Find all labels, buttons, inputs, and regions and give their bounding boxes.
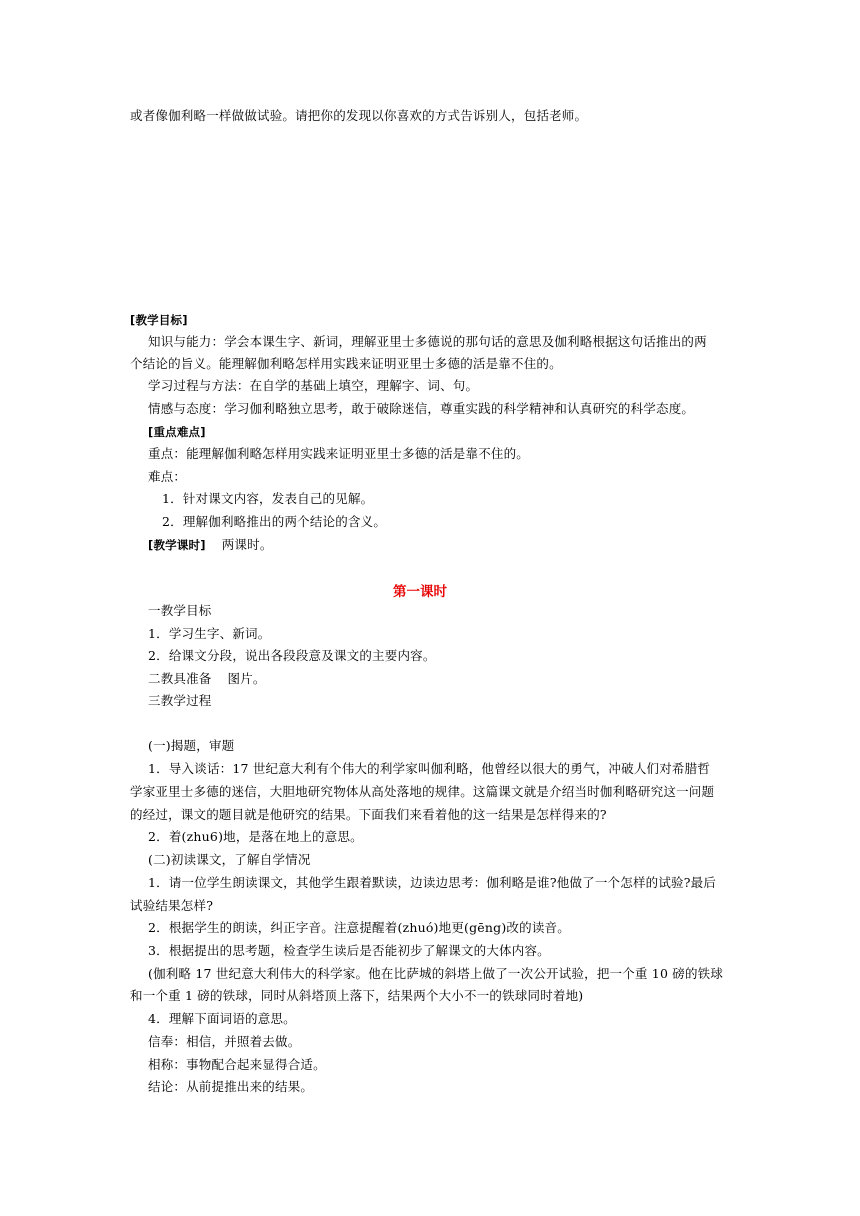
- tools-value: 图片。: [227, 671, 266, 686]
- difficulty-label: 难点：: [148, 469, 187, 484]
- part2-note-line-2: 和一个重 1 磅的铁球，同时从斜塔顶上落下，结果两个大小不一的铁球同时着地): [130, 988, 584, 1003]
- goal-heading: 一教学目标: [148, 603, 212, 618]
- part1-item1-line-2: 学家亚里士多德的迷信，大胆地研究物体从高处落地的规律。这篇课文就是介绍当时伽利略研究这一问题: [130, 784, 715, 799]
- objectives-heading: [教学目标]: [130, 313, 188, 327]
- part2-heading: (二)初读课文，了解自学情况: [148, 852, 311, 867]
- process-heading: 三教学过程: [148, 693, 212, 708]
- word-definition-2: 相称：事物配合起来显得合适。: [148, 1057, 326, 1072]
- tools-line: [148, 671, 748, 687]
- part2-item3: 3．根据提出的思考题，检查学生读后是否能初步了解课文的大体内容。: [148, 943, 550, 958]
- objective-emotion: 情感与态度：学习伽利略独立思考，敢于破除迷信，尊重实践的科学精神和认真研究的科学态度。: [148, 401, 695, 416]
- objective-knowledge-line-2: 个结论的旨义。能理解伽利略怎样用实践来证明亚里士多德的活是靠不住的。: [130, 356, 562, 371]
- objective-process: 学习过程与方法：在自学的基础上填空，理解字、词、句。: [148, 378, 479, 393]
- word-definition-3: 结论：从前提推出来的结果。: [148, 1079, 314, 1094]
- key-points-heading: [重点难点]: [148, 425, 206, 439]
- intro-line: 或者像伽利略一样做做试验。请把你的发现以你喜欢的方式告诉别人，包括老师。: [130, 108, 588, 123]
- part2-item1-line-2: 试验结果怎样?: [130, 898, 214, 913]
- part2-item1-line-1: 1．请一位学生朗读课文，其他学生跟着默读，边读边思考：伽利略是谁?他做了一个怎样的试验?最后: [148, 875, 717, 890]
- part1-item2: 2．着(zhu6)地，是落在地上的意思。: [148, 829, 363, 844]
- key-point: 重点：能理解伽利略怎样用实践来证明亚里士多德的活是靠不住的。: [148, 446, 530, 461]
- part2-item2: 2．根据学生的朗读，纠正字音。注意提醒着(zhuó)地更(gēng)改的读音。: [148, 920, 570, 935]
- tools-label: 二教具准备: [148, 671, 212, 686]
- class-hours-line: [148, 537, 748, 553]
- class-hours-heading: [教学课时]: [148, 538, 206, 552]
- objective-knowledge-line-1: 知识与能力：学会本课生字、新词，理解亚里士多德说的那句话的意思及伽利略根据这句话推出的两: [148, 334, 707, 349]
- part2-note-line-1: (伽利略 17 世纪意大利伟大的科学家。他在比萨城的斜塔上做了一次公开试验，把一个重 10 磅的铁球: [148, 966, 724, 981]
- part1-item1-line-1: 1．导入谈话：17 世纪意大利有个伟大的利学家叫伽利略，他曾经以很大的勇气，冲破人们对希腊哲: [148, 761, 711, 776]
- part1-heading: (一)揭题，审题: [148, 738, 235, 753]
- difficulty-item-2: 2．理解伽利略推出的两个结论的含义。: [162, 514, 387, 529]
- goal-item-1: 1．学习生字、新词。: [148, 626, 271, 641]
- word-definition-1: 信奉：相信，并照着去做。: [148, 1034, 301, 1049]
- class-hours-value: 两课时。: [221, 537, 273, 552]
- lesson-title: 第一课时: [393, 584, 447, 600]
- difficulty-item-1: 1．针对课文内容，发表自己的见解。: [162, 491, 374, 506]
- part1-item1-line-3: 的经过，课文的题目就是他研究的结果。下面我们来看着他的这一结果是怎样得来的?: [130, 807, 607, 822]
- part2-item4: 4．理解下面词语的意思。: [148, 1011, 296, 1026]
- goal-item-2: 2．给课文分段，说出各段段意及课文的主要内容。: [148, 648, 436, 663]
